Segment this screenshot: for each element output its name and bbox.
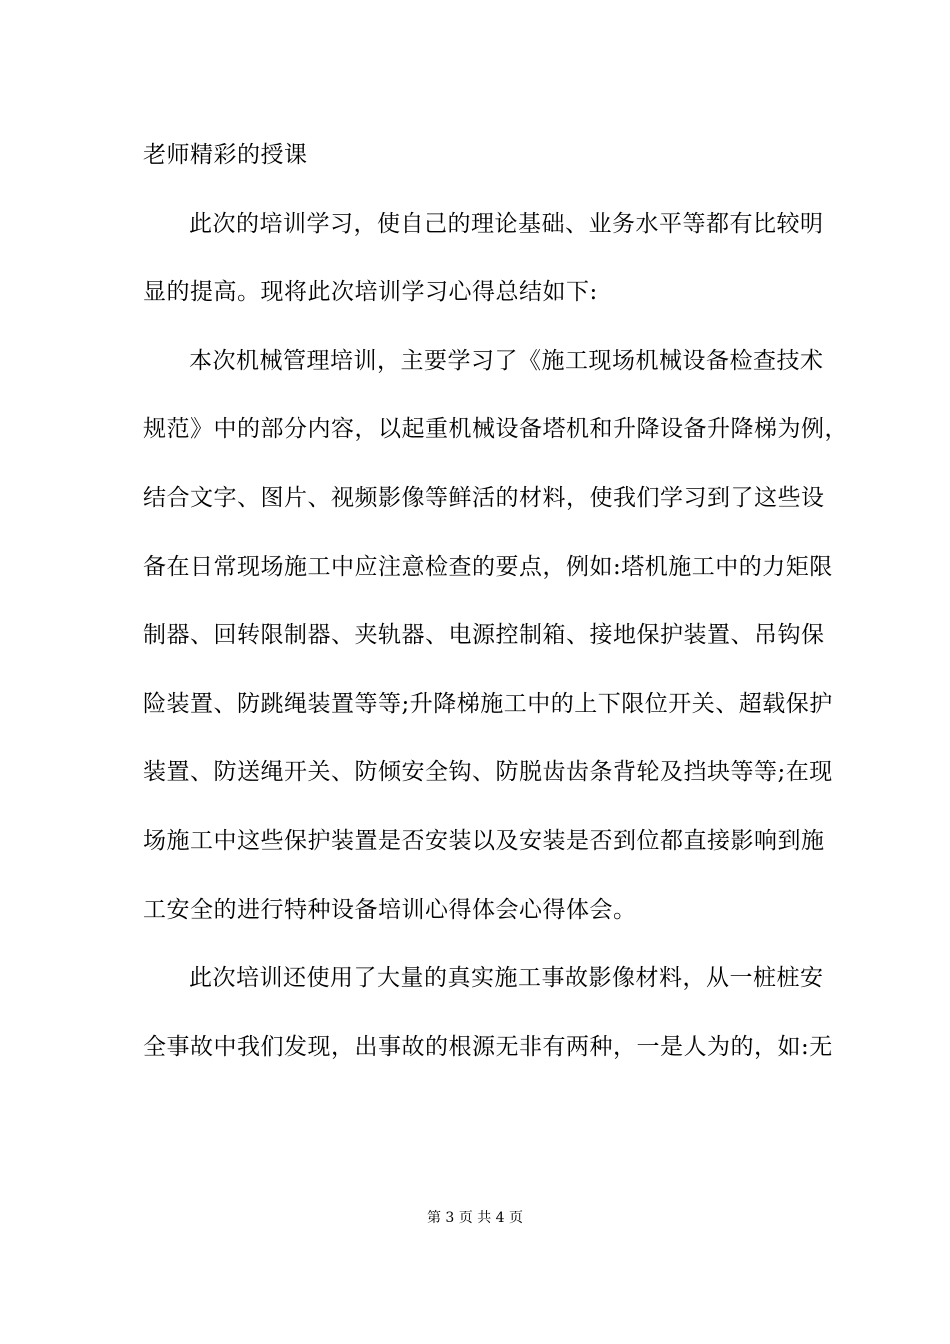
page-footer [0, 1208, 950, 1228]
paragraph-first-line: 此次的培训学习，使自己的理论基础、业务水平等都有比较明 [189, 210, 824, 237]
text-line: 结合文字、图片、视频影像等鲜活的材料，使我们学习到了这些设 [143, 484, 825, 511]
text-line: 装置、防送绳开关、防倾安全钩、防脱齿齿条背轮及挡块等等;在现 [143, 759, 833, 786]
document-body [143, 135, 848, 1095]
text-line: 全事故中我们发现，出事故的根源无非有两种，一是人为的，如:无 [143, 1033, 833, 1060]
paragraph-first-line: 本次机械管理培训，主要学习了《施工现场机械设备检查技术 [189, 347, 824, 374]
text-line: 规范》中的部分内容，以起重机械设备塔机和升降设备升降梯为例， [143, 416, 848, 443]
text-line: 工安全的进行特种设备培训心得体会心得体会。 [143, 896, 637, 923]
text-line: 老师精彩的授课 [143, 142, 308, 168]
text-line: 制器、回转限制器、夹轨器、电源控制箱、接地保护装置、吊钩保 [143, 622, 825, 649]
text-line: 备在日常现场施工中应注意检查的要点，例如:塔机施工中的力矩限 [143, 553, 833, 580]
page-number-label: 第 3 页 共 4 页 [426, 1210, 524, 1226]
text-line: 险装置、防跳绳装置等等;升降梯施工中的上下限位开关、超载保护 [143, 690, 833, 717]
text-line: 场施工中这些保护装置是否安装以及安装是否到位都直接影响到施 [143, 827, 825, 854]
paragraph-first-line: 此次培训还使用了大量的真实施工事故影像材料，从一桩桩安 [189, 965, 824, 992]
text-line: 显的提高。现将此次培训学习心得总结如下: [143, 279, 598, 306]
